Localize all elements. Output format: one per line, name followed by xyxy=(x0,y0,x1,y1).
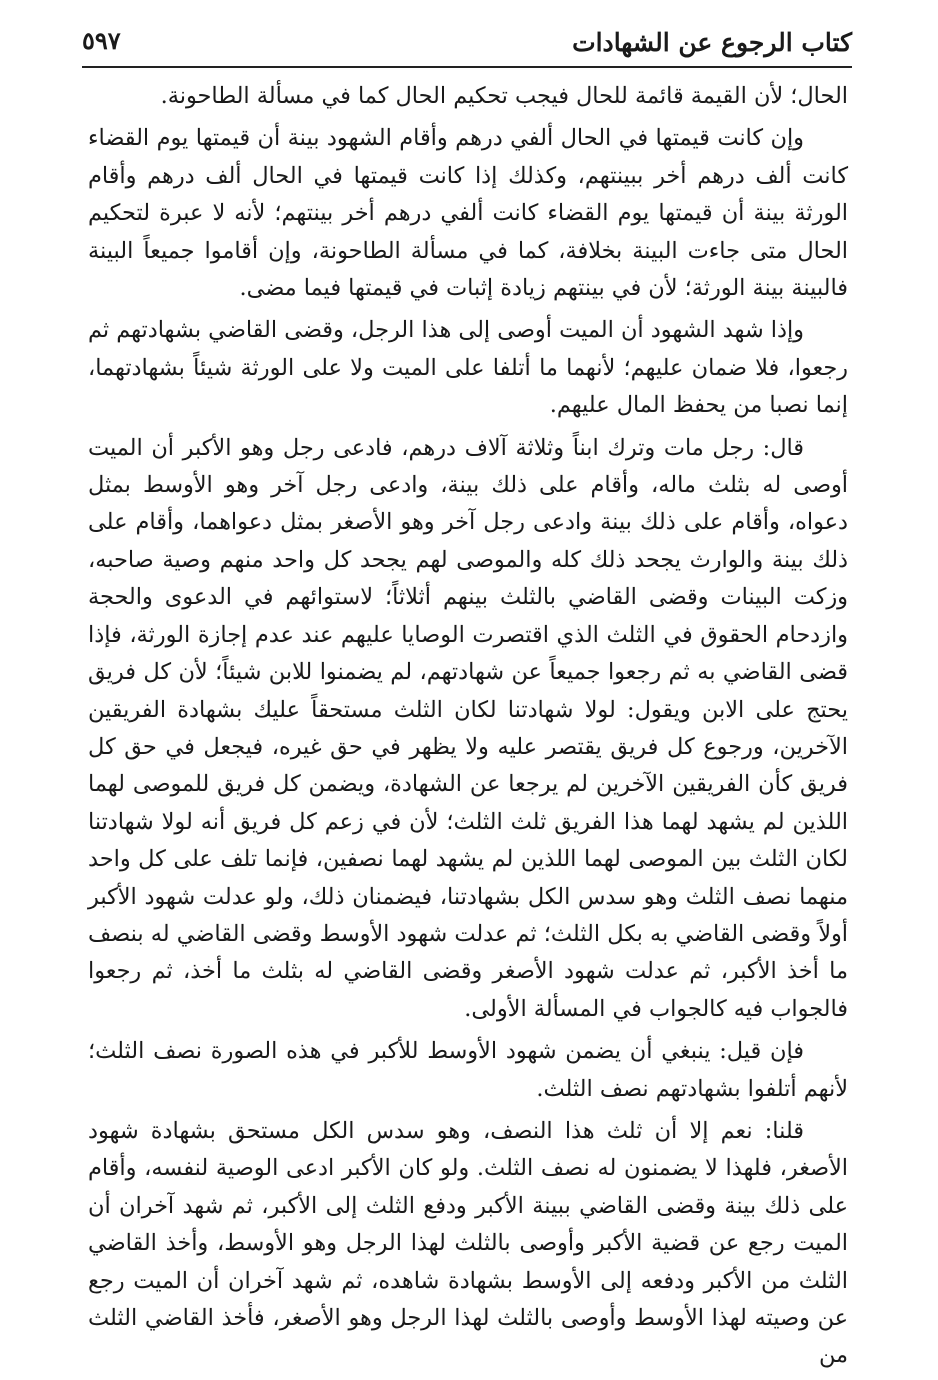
header-rule xyxy=(82,66,852,68)
paragraph: الحال؛ لأن القيمة قائمة للحال فيجب تحكيم الحال كما في مسألة الطاحونة. xyxy=(160,83,848,109)
paragraph: فإن قيل: ينبغي أن يضمن شهود الأوسط للأكبر في هذه الصورة نصف الثلث؛ لأنهم أتلفوا بشهادتهم نصف الثلث. xyxy=(88,1038,848,1102)
running-title: كتاب الرجوع عن الشهادات xyxy=(572,28,852,57)
paragraph: قال: رجل مات وترك ابناً وثلاثة آلاف درهم، فادعى رجل وهو الأكبر أن الميت أوصى له بثلث ماله، وأقام على ذلك بينة، وادعى رجل آخر وهو الأوسط بمثل دعواه، وأقام على ذلك بينة وادعى رجل آخر وهو الأصغر بمثل دعواهما، وأقام على ذلك بينة والوارث يجحد ذلك كله والموصى لهم يجحد كل واحد منهم وصية صاحبه، وزكت البينات وقضى القاضي بالثلث بينهم أثلاثاً؛ لاستوائهم في الدعوى والحجة وازدحام الحقوق في الثلث الذي اقتصرت الوصايا عليهم عند عدم إجازة الورثة، فإذا قضى القاضي به ثم رجعوا جميعاً عن شهادتهم، لم يضمنوا للابن شيئاً؛ لأن كل فريق يحتج على الابن ويقول: لولا شهادتنا لكان الثلث مستحقاً عليك بشهادة الفريقين الآخرين، ورجوع كل فريق يقتصر عليه ولا يظهر في حق غيره، فيجعل في حق كل فريق كأن الفريقين الآخرين لم يرجعا عن الشهادة، ويضمن كل فريق للموصى لهما اللذين لم يشهد لهما هذا الفريق ثلث الثلث؛ لأن في زعم كل فريق أنه لولا شهادتنا لكان الثلث بين الموصى لهما اللذين لم يشهد لهما نصفين، فإنما تلف على كل واحد منهما نصف الثلث وهو سدس الكل بشهادتنا، فيضمنان ذلك، ولو عدلت شهود الأكبر أولاً وقضى القاضي به بكل الثلث؛ ثم عدلت شهود الأوسط وقضى القاضي له بنصف ما أخذ الأكبر، ثم عدلت شهود الأصغر وقضى القاضي له بثلث ما أخذ، ثم رجعوا فالجواب فيه كالجواب في المسألة الأولى. xyxy=(88,434,849,1022)
paragraph: وإذا شهد الشهود أن الميت أوصى إلى هذا الرجل، وقضى القاضي بشهادتهم ثم رجعوا، فلا ضمان عليهم؛ لأنهما ما أتلفا على الميت ولا على الورثة شيئاً بشهادتهما، إنما نصبا من يحفظ المال عليهم. xyxy=(88,317,848,419)
page-header xyxy=(82,24,852,66)
paragraph: وإن كانت قيمتها في الحال ألفي درهم وأقام الشهود بينة أن قيمتها يوم القضاء كانت ألف درهم أخر ببينتهم، وكذلك إذا كانت قيمتها في الحال ألف درهم وأقام الورثة بينة أن قيمتها يوم القضاء كانت ألفي درهم أخر بينتهم؛ لأنه لا عبرة لتحكيم الحال متى جاءت البينة بخلافة، كما في مسألة الطاحونة، وإن أقاموا جميعاً البينة فالبينة بينة الورثة؛ لأن في بينتهم زيادة إثبات في قيمتها فيما مضى. xyxy=(88,125,848,302)
body-text xyxy=(88,78,848,1380)
paragraph: قلنا: نعم إلا أن ثلث هذا النصف، وهو سدس الكل مستحق بشهادة شهود الأصغر، فلهذا لا يضمنون له نصف الثلث. ولو كان الأكبر ادعى الوصية لنفسه، وأقام على ذلك بينة وقضى القاضي ببينة الأكبر ودفع الثلث إلى الأكبر، ثم شهد آخران أن الميت رجع عن قضية الأكبر وأوصى بالثلث لهذا الرجل وهو الأوسط، وأخذ القاضي الثلث من الأكبر ودفعه إلى الأوسط بشهادة شاهده، ثم شهد آخران أن الميت رجع عن وصيته لهذا الأوسط وأوصى بالثلث لهذا الرجل وهو الأصغر، فأخذ القاضي الثلث من xyxy=(88,1117,848,1369)
page-number: ٥٩٧ xyxy=(82,26,121,55)
